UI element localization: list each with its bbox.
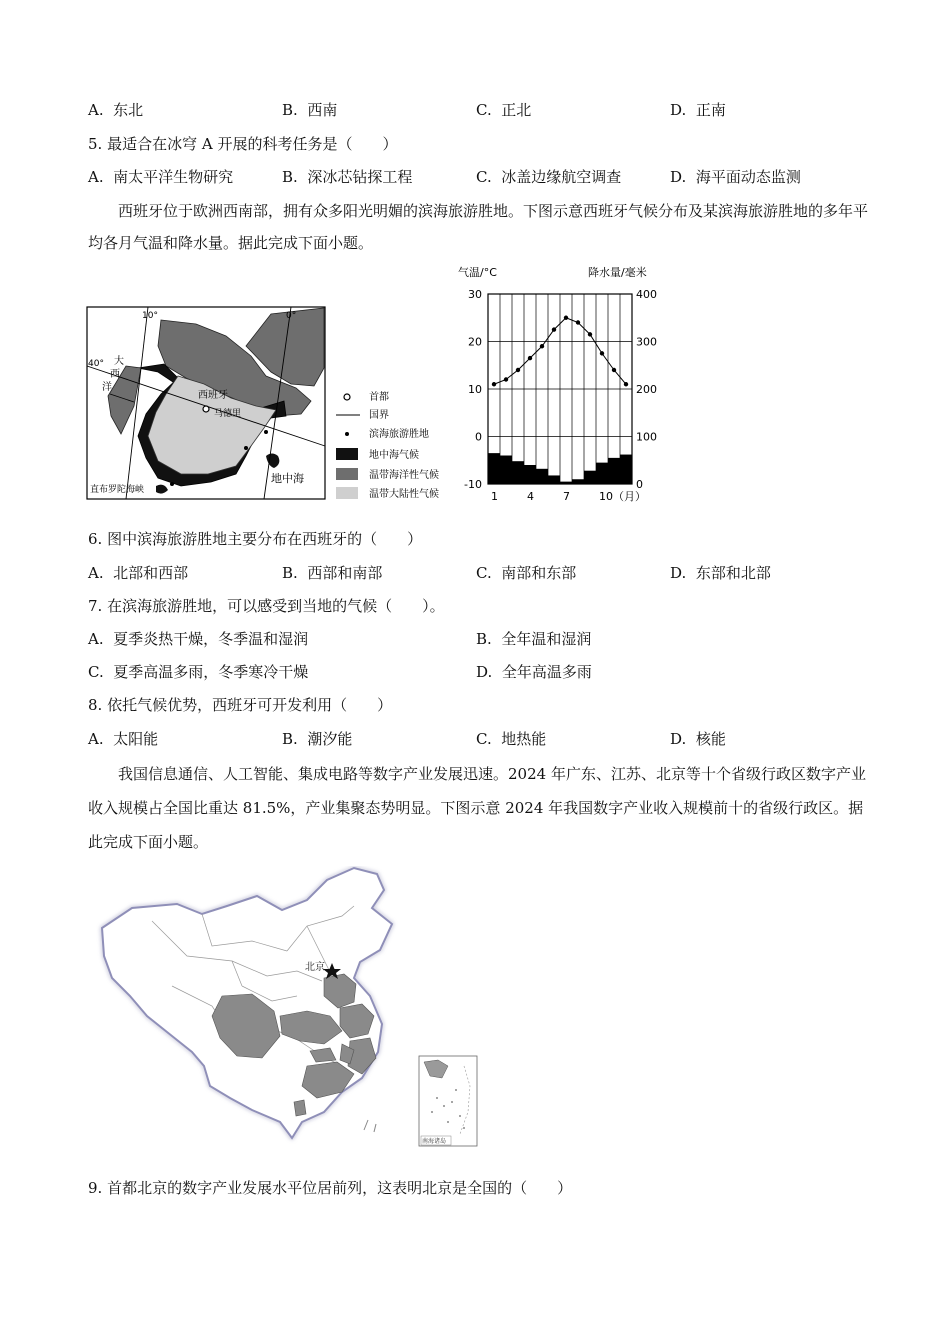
beijing-label: 北京 xyxy=(305,962,325,973)
chart-tick-left: -10 xyxy=(464,478,482,491)
precip-bar xyxy=(584,471,596,484)
temperature-point xyxy=(492,382,496,386)
q5-option-d: D. 海平面动态监测 xyxy=(670,168,801,186)
precip-bar xyxy=(512,461,524,484)
temperature-point xyxy=(528,356,532,360)
strait-label: 直布罗陀海峡 xyxy=(90,485,145,495)
chart-tick-left: 30 xyxy=(468,288,482,301)
chart-tick-right: 300 xyxy=(636,335,657,349)
ocean-label-1: 大 xyxy=(114,356,124,367)
legend-mediterranean: 地中海气候 xyxy=(369,450,419,461)
q5-option-b: B. 深冰芯钻探工程 xyxy=(282,168,413,186)
q4-option-b: B. 西南 xyxy=(282,101,338,119)
passage-digital: 我国信息通信、人工智能、集成电路等数字产业发展迅速。2024 年广东、江苏、北京等十个省级行政区数字产业收入规模占全国比重达 81.5%，产业集聚态势明显。下图示意 2024 年我国数字产业收入规模前十的省级行政区。据此完成下面小题。 xyxy=(88,765,866,851)
precip-bar xyxy=(488,453,500,484)
temperature-point xyxy=(576,320,580,324)
legend-resort-symbol xyxy=(345,432,349,436)
ocean-label-3: 洋 xyxy=(102,382,112,393)
q7-option-d: D. 全年高温多雨 xyxy=(476,663,592,681)
q6-option-a: A. 北部和西部 xyxy=(88,564,189,582)
climate-chart xyxy=(452,262,672,504)
resort-dot xyxy=(170,482,174,486)
precip-bar xyxy=(608,458,620,484)
q6-option-b: B. 西部和南部 xyxy=(282,564,383,582)
q8-option-b: B. 潮汐能 xyxy=(282,730,353,748)
country-label: 西班牙 xyxy=(198,390,228,401)
legend-maritime-swatch xyxy=(336,468,358,480)
ocean-label-2: 西 xyxy=(110,369,120,380)
lon-label-10: 10° xyxy=(142,311,158,321)
chart-tick-right: 200 xyxy=(636,383,657,396)
temperature-point xyxy=(588,332,592,336)
q6-stem: 6. 图中滨海旅游胜地主要分布在西班牙的（ ） xyxy=(88,530,423,548)
resort-dot xyxy=(264,430,268,434)
precip-bar xyxy=(620,455,632,484)
chart-tick-x: 7 xyxy=(563,490,570,503)
q5-option-c: C. 冰盖边缘航空调查 xyxy=(476,168,622,186)
legend-continental: 温带大陆性气候 xyxy=(369,489,439,500)
resort-dot xyxy=(244,446,248,450)
q4-option-a: A. 东北 xyxy=(88,101,144,119)
q8-option-c: C. 地热能 xyxy=(476,730,547,748)
q9-stem: 9. 首都北京的数字产业发展水平位居前列，这表明北京是全国的（ ） xyxy=(88,1179,573,1197)
temperature-point xyxy=(552,327,556,331)
lon-label-0: 0° xyxy=(286,311,297,321)
precip-bar xyxy=(536,469,548,484)
capital-label: 马德里 xyxy=(214,409,242,419)
chart-tick-x: 1 xyxy=(491,490,498,503)
temperature-point xyxy=(504,377,508,381)
q8-option-a: A. 太阳能 xyxy=(88,730,159,748)
temperature-point xyxy=(600,351,604,355)
chart-tick-left: 20 xyxy=(468,335,482,349)
chart-tick-left: 0 xyxy=(475,430,482,444)
precip-bar xyxy=(572,479,584,484)
temperature-point xyxy=(516,368,520,372)
lat-label-40: 40° xyxy=(88,359,104,369)
q4-option-c: C. 正北 xyxy=(476,101,532,119)
legend-border: 国界 xyxy=(369,410,389,421)
q8-option-d: D. 核能 xyxy=(670,730,726,748)
chart-tick-x: 4 xyxy=(527,490,534,503)
q8-stem: 8. 依托气候优势，西班牙可开发利用（ ） xyxy=(88,696,393,714)
chart-ylabel-left: 气温/°C xyxy=(458,266,497,279)
precip-bar xyxy=(548,475,560,484)
temperature-point xyxy=(612,368,616,372)
legend-resort: 滨海旅游胜地 xyxy=(369,429,429,440)
legend-med-swatch xyxy=(336,448,358,460)
chart-tick-right: 400 xyxy=(636,288,657,301)
temperature-point xyxy=(564,316,568,320)
precip-bar xyxy=(524,465,536,484)
sea-label: 地中海 xyxy=(271,472,304,485)
q7-option-c: C. 夏季高温多雨，冬季寒冷干燥 xyxy=(88,663,309,681)
legend-maritime: 温带海洋性气候 xyxy=(369,470,439,481)
q6-option-c: C. 南部和东部 xyxy=(476,564,577,582)
precip-bar xyxy=(500,456,512,485)
legend-capital: 首都 xyxy=(369,392,389,403)
legend-capital-symbol xyxy=(344,394,350,400)
q4-option-d: D. 正南 xyxy=(670,101,726,119)
chart-ylabel-right: 降水量/毫米 xyxy=(588,266,647,279)
chart-tick-left: 10 xyxy=(468,383,482,396)
q7-option-b: B. 全年温和湿润 xyxy=(476,630,592,648)
q5-option-a: A. 南太平洋生物研究 xyxy=(88,168,234,186)
chart-tick-right: 100 xyxy=(636,430,657,444)
inset-label: 南海诸岛 xyxy=(422,1138,447,1145)
temperature-point xyxy=(540,344,544,348)
q6-option-d: D. 东部和北部 xyxy=(670,564,771,582)
legend-continental-swatch xyxy=(336,487,358,499)
passage-spain: 西班牙位于欧洲西南部，拥有众多阳光明媚的滨海旅游胜地。下图示意西班牙气候分布及某滨海旅游胜地的多年平均各月气温和降水量。据此完成下面小题。 xyxy=(88,202,869,252)
precip-bar xyxy=(596,463,608,484)
chart-tick-x: 10（月） xyxy=(599,490,646,503)
china-map xyxy=(92,866,487,1148)
q7-stem: 7. 在滨海旅游胜地，可以感受到当地的气候（ ）。 xyxy=(88,597,445,615)
q5-stem: 5. 最适合在冰穹 A 开展的科考任务是（ ） xyxy=(88,135,398,153)
q7-option-a: A. 夏季炎热干燥，冬季温和湿润 xyxy=(88,630,309,648)
chart-tick-right: 0 xyxy=(636,478,643,491)
capital-symbol xyxy=(203,406,209,412)
temperature-point xyxy=(624,382,628,386)
spain-climate-map xyxy=(86,306,458,502)
